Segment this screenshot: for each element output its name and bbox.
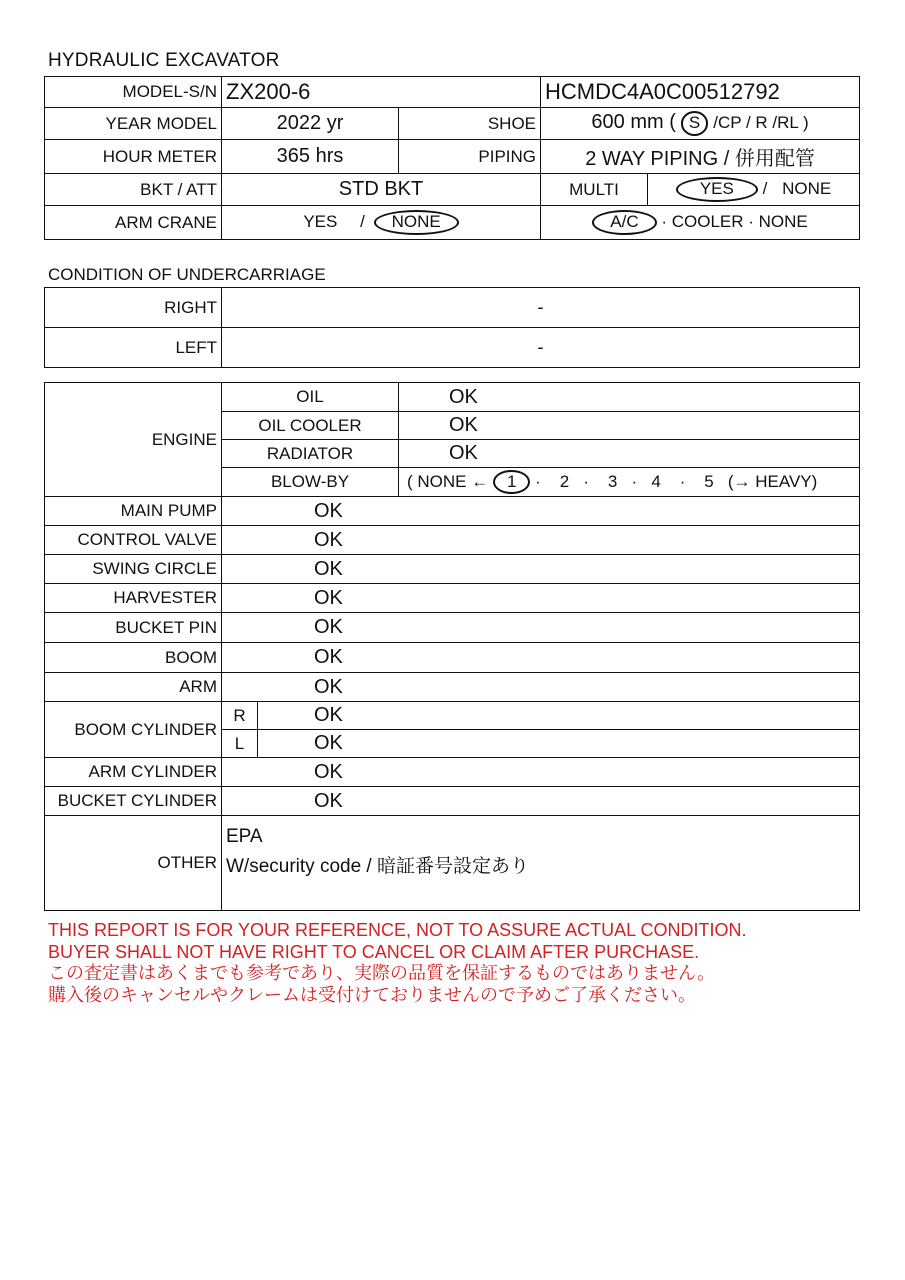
other-label: OTHER bbox=[45, 816, 222, 911]
arm-crane-cell bbox=[222, 206, 541, 240]
arm-value: OK bbox=[222, 673, 860, 702]
undercarriage-right-value: - bbox=[222, 288, 860, 328]
ac-cell bbox=[541, 206, 860, 240]
boom-label: BOOM bbox=[45, 643, 222, 673]
arm-crane-label: ARM CRANE bbox=[45, 206, 222, 240]
blowby-label: BLOW-BY bbox=[222, 468, 399, 497]
bucket-cylinder-label: BUCKET CYLINDER bbox=[45, 787, 222, 816]
harvester-value: OK bbox=[222, 584, 860, 613]
arm-cylinder-value: OK bbox=[222, 758, 860, 787]
multi-none: NONE bbox=[782, 179, 832, 199]
swing-circle-value: OK bbox=[222, 555, 860, 584]
main-pump-label: MAIN PUMP bbox=[45, 497, 222, 526]
year-label: YEAR MODEL bbox=[45, 108, 222, 140]
shoe-options: /CP / R /RL ) bbox=[713, 113, 809, 133]
disclaimer-line-1: THIS REPORT IS FOR YOUR REFERENCE, NOT TO ASSURE ACTUAL CONDITION. bbox=[48, 920, 747, 940]
hour-value: 365 hrs bbox=[222, 140, 399, 174]
serial-value: HCMDC4A0C00512792 bbox=[541, 77, 860, 108]
bucket-pin-value: OK bbox=[222, 613, 860, 643]
document-title: HYDRAULIC EXCAVATOR bbox=[48, 50, 280, 71]
other-line-1: EPA bbox=[226, 826, 263, 847]
blowby-prefix: ( NONE ← bbox=[407, 471, 489, 491]
multi-separator: / bbox=[762, 179, 768, 199]
shoe-size: 600 mm ( bbox=[591, 111, 676, 134]
undercarriage-left-label: LEFT bbox=[45, 328, 222, 368]
boom-value: OK bbox=[222, 643, 860, 673]
undercarriage-title: CONDITION OF UNDERCARRIAGE bbox=[48, 265, 326, 284]
bucket-pin-label: BUCKET PIN bbox=[45, 613, 222, 643]
radiator-label: RADIATOR bbox=[222, 440, 399, 468]
disclaimer bbox=[48, 920, 746, 1006]
arm-cylinder-label: ARM CYLINDER bbox=[45, 758, 222, 787]
piping-label: PIPING bbox=[399, 140, 541, 174]
arm-crane-separator: / bbox=[360, 212, 365, 232]
multi-cell bbox=[648, 174, 860, 206]
arm-crane-yes: YES bbox=[303, 212, 338, 232]
blowby-selected: 1 bbox=[493, 470, 530, 495]
bkt-label: BKT / ATT bbox=[45, 174, 222, 206]
arm-label: ARM bbox=[45, 673, 222, 702]
undercarriage-left-value: - bbox=[222, 328, 860, 368]
inspection-table bbox=[44, 382, 860, 911]
blowby-cell bbox=[399, 468, 860, 497]
boom-cylinder-r-label: R bbox=[222, 702, 258, 730]
swing-circle-label: SWING CIRCLE bbox=[45, 555, 222, 584]
disclaimer-line-4: 購入後のキャンセルやクレームは受付けておりませんので予めご了承ください。 bbox=[48, 984, 696, 1005]
model-label: MODEL-S/N bbox=[45, 77, 222, 108]
oil-cooler-label: OIL COOLER bbox=[222, 412, 399, 440]
model-value: ZX200-6 bbox=[222, 77, 541, 108]
shoe-label: SHOE bbox=[399, 108, 541, 140]
disclaimer-line-3: この査定書はあくまでも参考であり、実際の品質を保証するものではありません。 bbox=[48, 963, 716, 983]
oil-cooler-value: OK bbox=[399, 412, 860, 440]
oil-value: OK bbox=[399, 383, 860, 412]
other-line-2: W/security code / 暗証番号設定あり bbox=[226, 856, 529, 877]
shoe-selected: S bbox=[681, 111, 708, 136]
ac-selected: A/C bbox=[592, 210, 656, 235]
piping-value: 2 WAY PIPING / 併用配管 bbox=[541, 140, 860, 174]
engine-label: ENGINE bbox=[45, 383, 222, 497]
main-pump-value: OK bbox=[222, 497, 860, 526]
boom-cylinder-label: BOOM CYLINDER bbox=[45, 702, 222, 758]
blowby-scale: · 2 · 3 · 4 · 5 (→ HEAVY) bbox=[535, 471, 818, 491]
undercarriage-right-label: RIGHT bbox=[45, 288, 222, 328]
oil-label: OIL bbox=[222, 383, 399, 412]
control-valve-value: OK bbox=[222, 526, 860, 555]
harvester-label: HARVESTER bbox=[45, 584, 222, 613]
disclaimer-line-2: BUYER SHALL NOT HAVE RIGHT TO CANCEL OR CLAIM AFTER PURCHASE. bbox=[48, 941, 700, 962]
other-cell bbox=[222, 816, 860, 911]
multi-label: MULTI bbox=[541, 174, 648, 206]
undercarriage-table bbox=[44, 287, 860, 368]
ac-options: · COOLER · NONE bbox=[661, 212, 808, 232]
arm-crane-none: NONE bbox=[374, 210, 459, 235]
boom-cylinder-r-value: OK bbox=[258, 702, 860, 730]
control-valve-label: CONTROL VALVE bbox=[45, 526, 222, 555]
multi-yes: YES bbox=[676, 177, 758, 202]
shoe-cell bbox=[541, 108, 860, 140]
radiator-value: OK bbox=[399, 440, 860, 468]
bkt-value: STD BKT bbox=[222, 174, 541, 206]
year-value: 2022 yr bbox=[222, 108, 399, 140]
boom-cylinder-l-label: L bbox=[222, 730, 258, 758]
boom-cylinder-l-value: OK bbox=[258, 730, 860, 758]
header-table bbox=[44, 76, 860, 240]
hour-label: HOUR METER bbox=[45, 140, 222, 174]
bucket-cylinder-value: OK bbox=[222, 787, 860, 816]
